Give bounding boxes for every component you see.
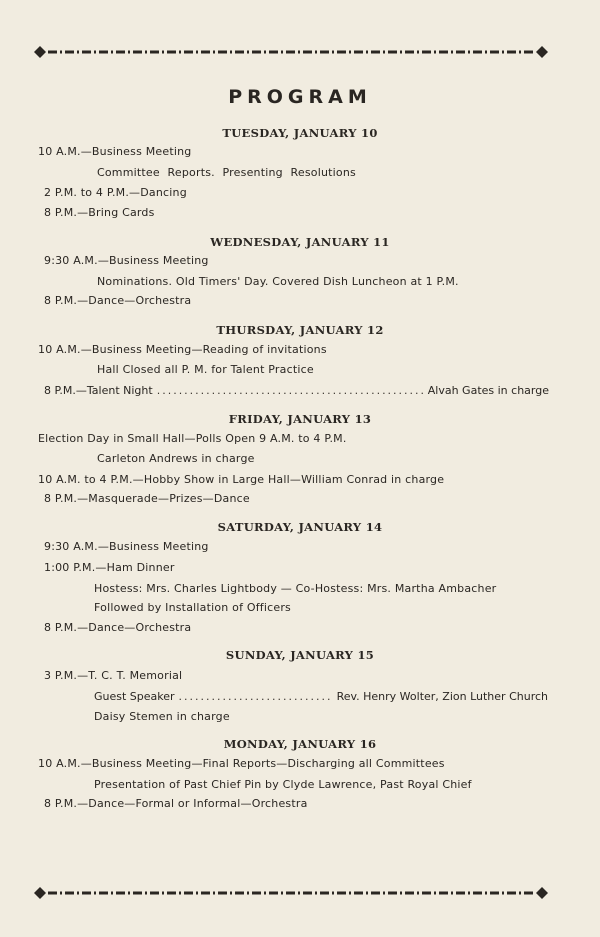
program-line: 10 A.M.—Business Meeting: [38, 145, 192, 158]
leader-left-text: 8 P.M.—Talent Night: [44, 384, 153, 397]
leader-left-text: Guest Speaker: [94, 690, 175, 703]
program-line: 8 P.M.—Dance—Orchestra: [44, 294, 192, 307]
program-line: Nominations. Old Timers' Day. Covered Dish Luncheon at 1 P.M.: [97, 275, 459, 288]
day-heading-sunday: SUNDAY, JANUARY 15: [225, 648, 375, 662]
program-line: 10 A.M. to 4 P.M.—Hobby Show in Large Hall—William Conrad in charge: [38, 473, 445, 486]
leader-right-text: Alvah Gates in charge: [427, 384, 549, 397]
program-line-with-leader: [44, 384, 549, 397]
program-line: 8 P.M.—Bring Cards: [44, 206, 155, 219]
dot-leader: [157, 384, 424, 397]
program-line: Carleton Andrews in charge: [97, 452, 255, 465]
program-line: 1:00 P.M.—Ham Dinner: [44, 561, 175, 574]
program-line: 2 P.M. to 4 P.M.—Dancing: [44, 186, 187, 199]
day-heading-tuesday: TUESDAY, JANUARY 10: [222, 126, 378, 140]
program-line: 10 A.M.—Business Meeting—Reading of invitations: [38, 343, 327, 356]
day-heading-monday: MONDAY, JANUARY 16: [223, 737, 377, 751]
top-ornamental-border: [34, 46, 548, 58]
page-title: PROGRAM: [228, 86, 372, 108]
program-line: 9:30 A.M.—Business Meeting: [44, 540, 209, 553]
day-heading-wednesday: WEDNESDAY, JANUARY 11: [210, 235, 390, 249]
program-line: Presentation of Past Chief Pin by Clyde Lawrence, Past Royal Chief: [94, 778, 472, 791]
program-line: 10 A.M.—Business Meeting—Final Reports—Discharging all Committees: [38, 757, 445, 770]
day-heading-friday: FRIDAY, JANUARY 13: [228, 412, 372, 426]
day-heading-saturday: SATURDAY, JANUARY 14: [217, 520, 383, 534]
program-line: 8 P.M.—Masquerade—Prizes—Dance: [44, 492, 250, 505]
bottom-ornamental-border: [34, 887, 548, 899]
program-line-with-leader: [94, 690, 548, 703]
program-line: Hostess: Mrs. Charles Lightbody — Co-Hostess: Mrs. Martha Ambacher: [94, 582, 497, 595]
program-line: 3 P.M.—T. C. T. Memorial: [44, 669, 183, 682]
program-line: Daisy Stemen in charge: [94, 710, 230, 723]
leader-right-text: Rev. Henry Wolter, Zion Luther Church: [336, 690, 548, 703]
program-line: 8 P.M.—Dance—Orchestra: [44, 621, 192, 634]
program-line: 8 P.M.—Dance—Formal or Informal—Orchestra: [44, 797, 308, 810]
day-heading-thursday: THURSDAY, JANUARY 12: [216, 323, 384, 337]
program-line: 9:30 A.M.—Business Meeting: [44, 254, 209, 267]
program-line: Committee Reports. Presenting Resolutions: [97, 166, 356, 179]
program-line: Followed by Installation of Officers: [94, 601, 291, 614]
program-line: Hall Closed all P. M. for Talent Practice: [97, 363, 314, 376]
dot-leader: [179, 690, 333, 703]
program-line: Election Day in Small Hall—Polls Open 9 A.M. to 4 P.M.: [38, 432, 347, 445]
